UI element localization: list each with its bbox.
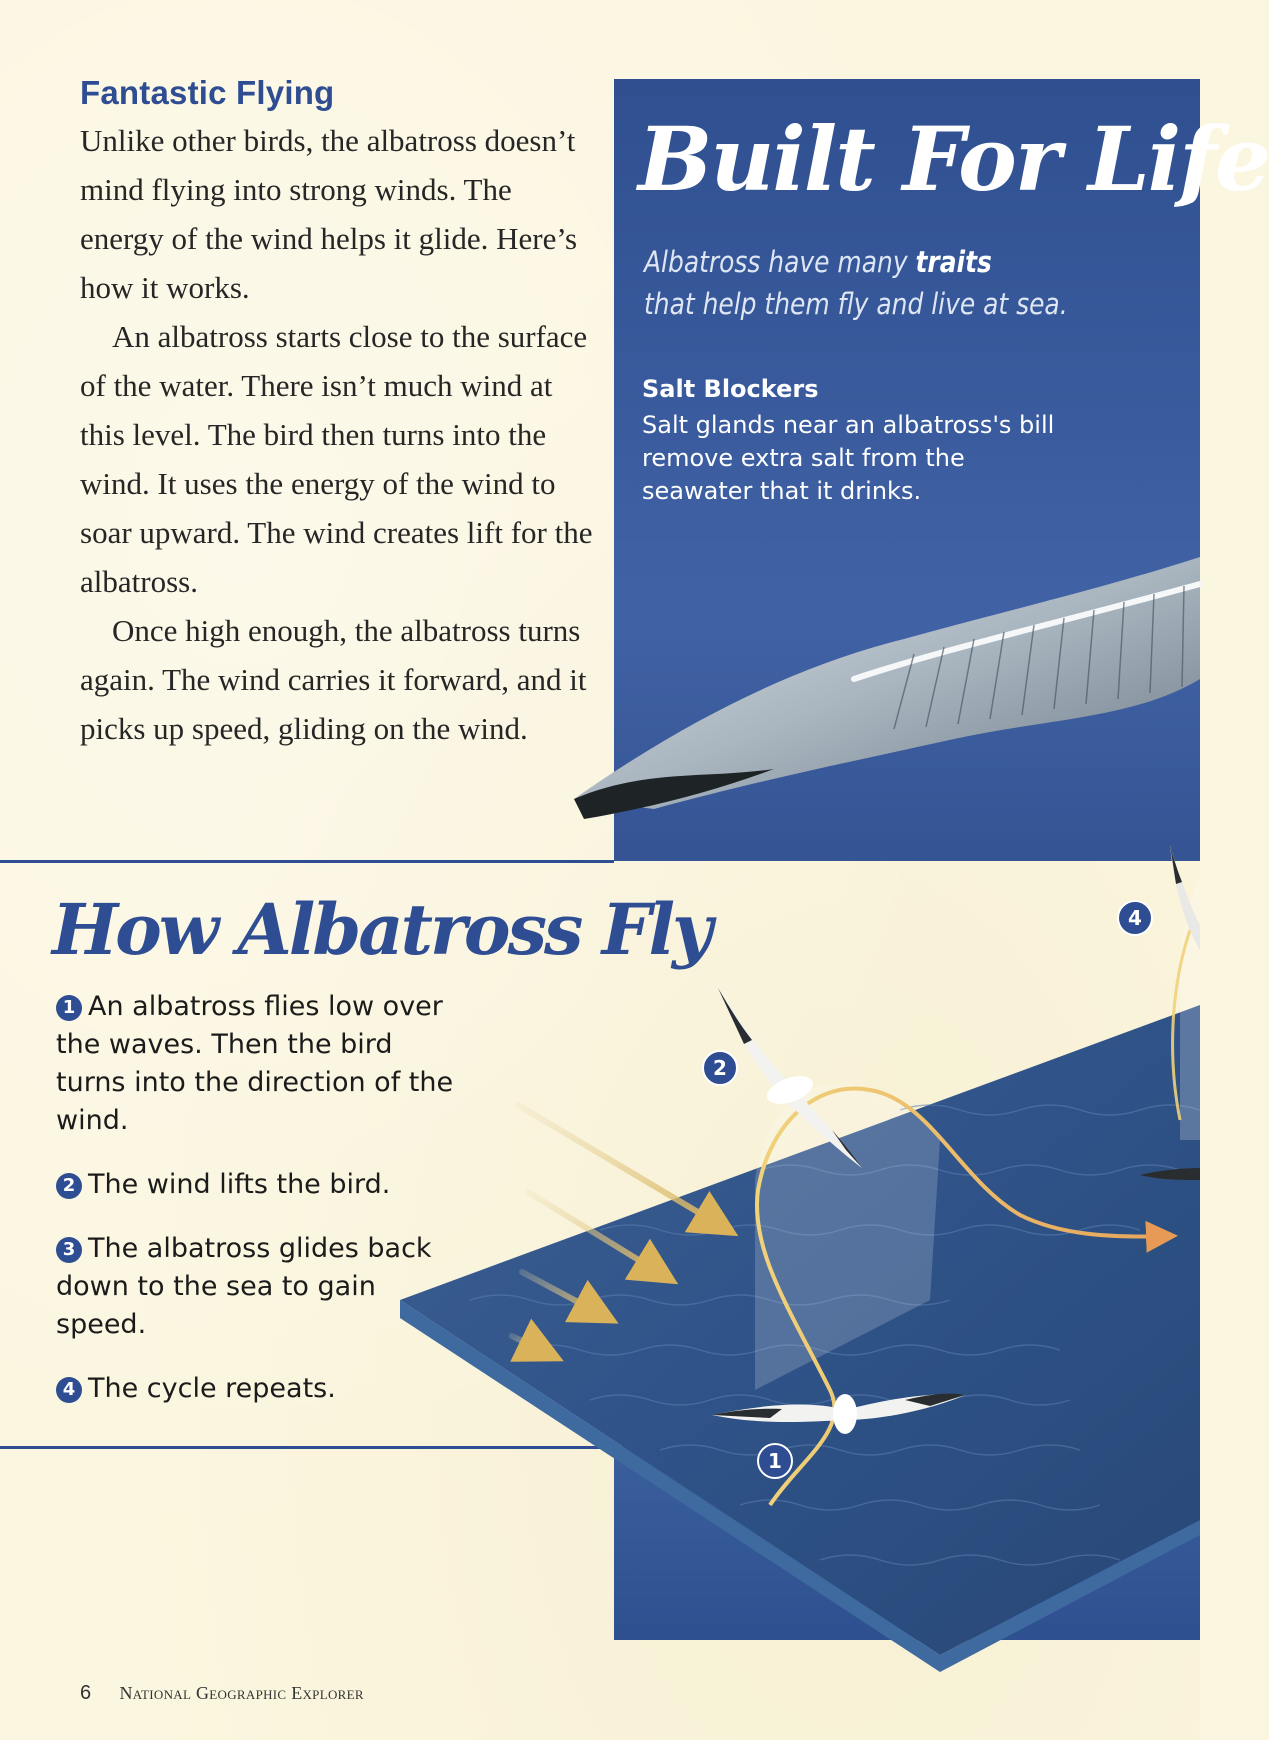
step-item [56,988,456,1140]
subtitle-part-2: that help them fly and live at sea. [644,287,1068,321]
article-paragraph-3: Once high enough, the albatross turns again. The wind carries it forward, and it picks up speed, gliding on the wind. [80,613,587,746]
article-heading: Fantastic Flying [80,74,335,111]
step-number-badge: 3 [56,1237,82,1263]
subtitle-bold-traits: traits [915,245,992,279]
step-number-badge: 1 [56,995,82,1021]
how-albatross-fly-title: How Albatross Fly [52,888,710,971]
step-item [56,1166,456,1204]
article-paragraph-2: An albatross starts close to the surface of the water. There isn’t much wind at this level. The bird then turns into the wind. It uses the energy of the wind to soar upward. The wind creates lift for the albatross. [80,319,593,599]
salt-blockers-text: Salt glands near an albatross's bill remove extra salt from the seawater that it drinks. [642,411,1055,505]
step-text: The wind lifts the bird. [88,1169,391,1200]
subtitle-part-1: Albatross have many [644,245,916,279]
step-text: An albatross flies low over the waves. Then the bird turns into the direction of the wind. [56,991,454,1136]
steps-list [56,988,456,1434]
diagram-marker-2: 2 [702,1050,738,1086]
step-item [56,1230,456,1344]
diagram-marker-1: 1 [757,1443,793,1479]
salt-blockers-heading: Salt Blockers [642,375,819,403]
diagram-marker-4: 4 [1117,900,1153,936]
built-for-life-title: Built For Life [638,107,1269,211]
step-text: The albatross glides back down to the sea to gain speed. [56,1233,432,1340]
page-number: 6 [80,1682,92,1704]
page-footer [80,1680,364,1705]
article-paragraph-1: Unlike other birds, the albatross doesn’t mind flying into strong winds. The energy of the wind helps it glide. Here’s how it works. [80,123,578,305]
step-text: The cycle repeats. [88,1373,336,1404]
step-number-badge: 4 [56,1377,82,1403]
step-item [56,1370,456,1408]
step-number-badge: 2 [56,1173,82,1199]
magazine-name: National Geographic Explorer [119,1683,364,1703]
